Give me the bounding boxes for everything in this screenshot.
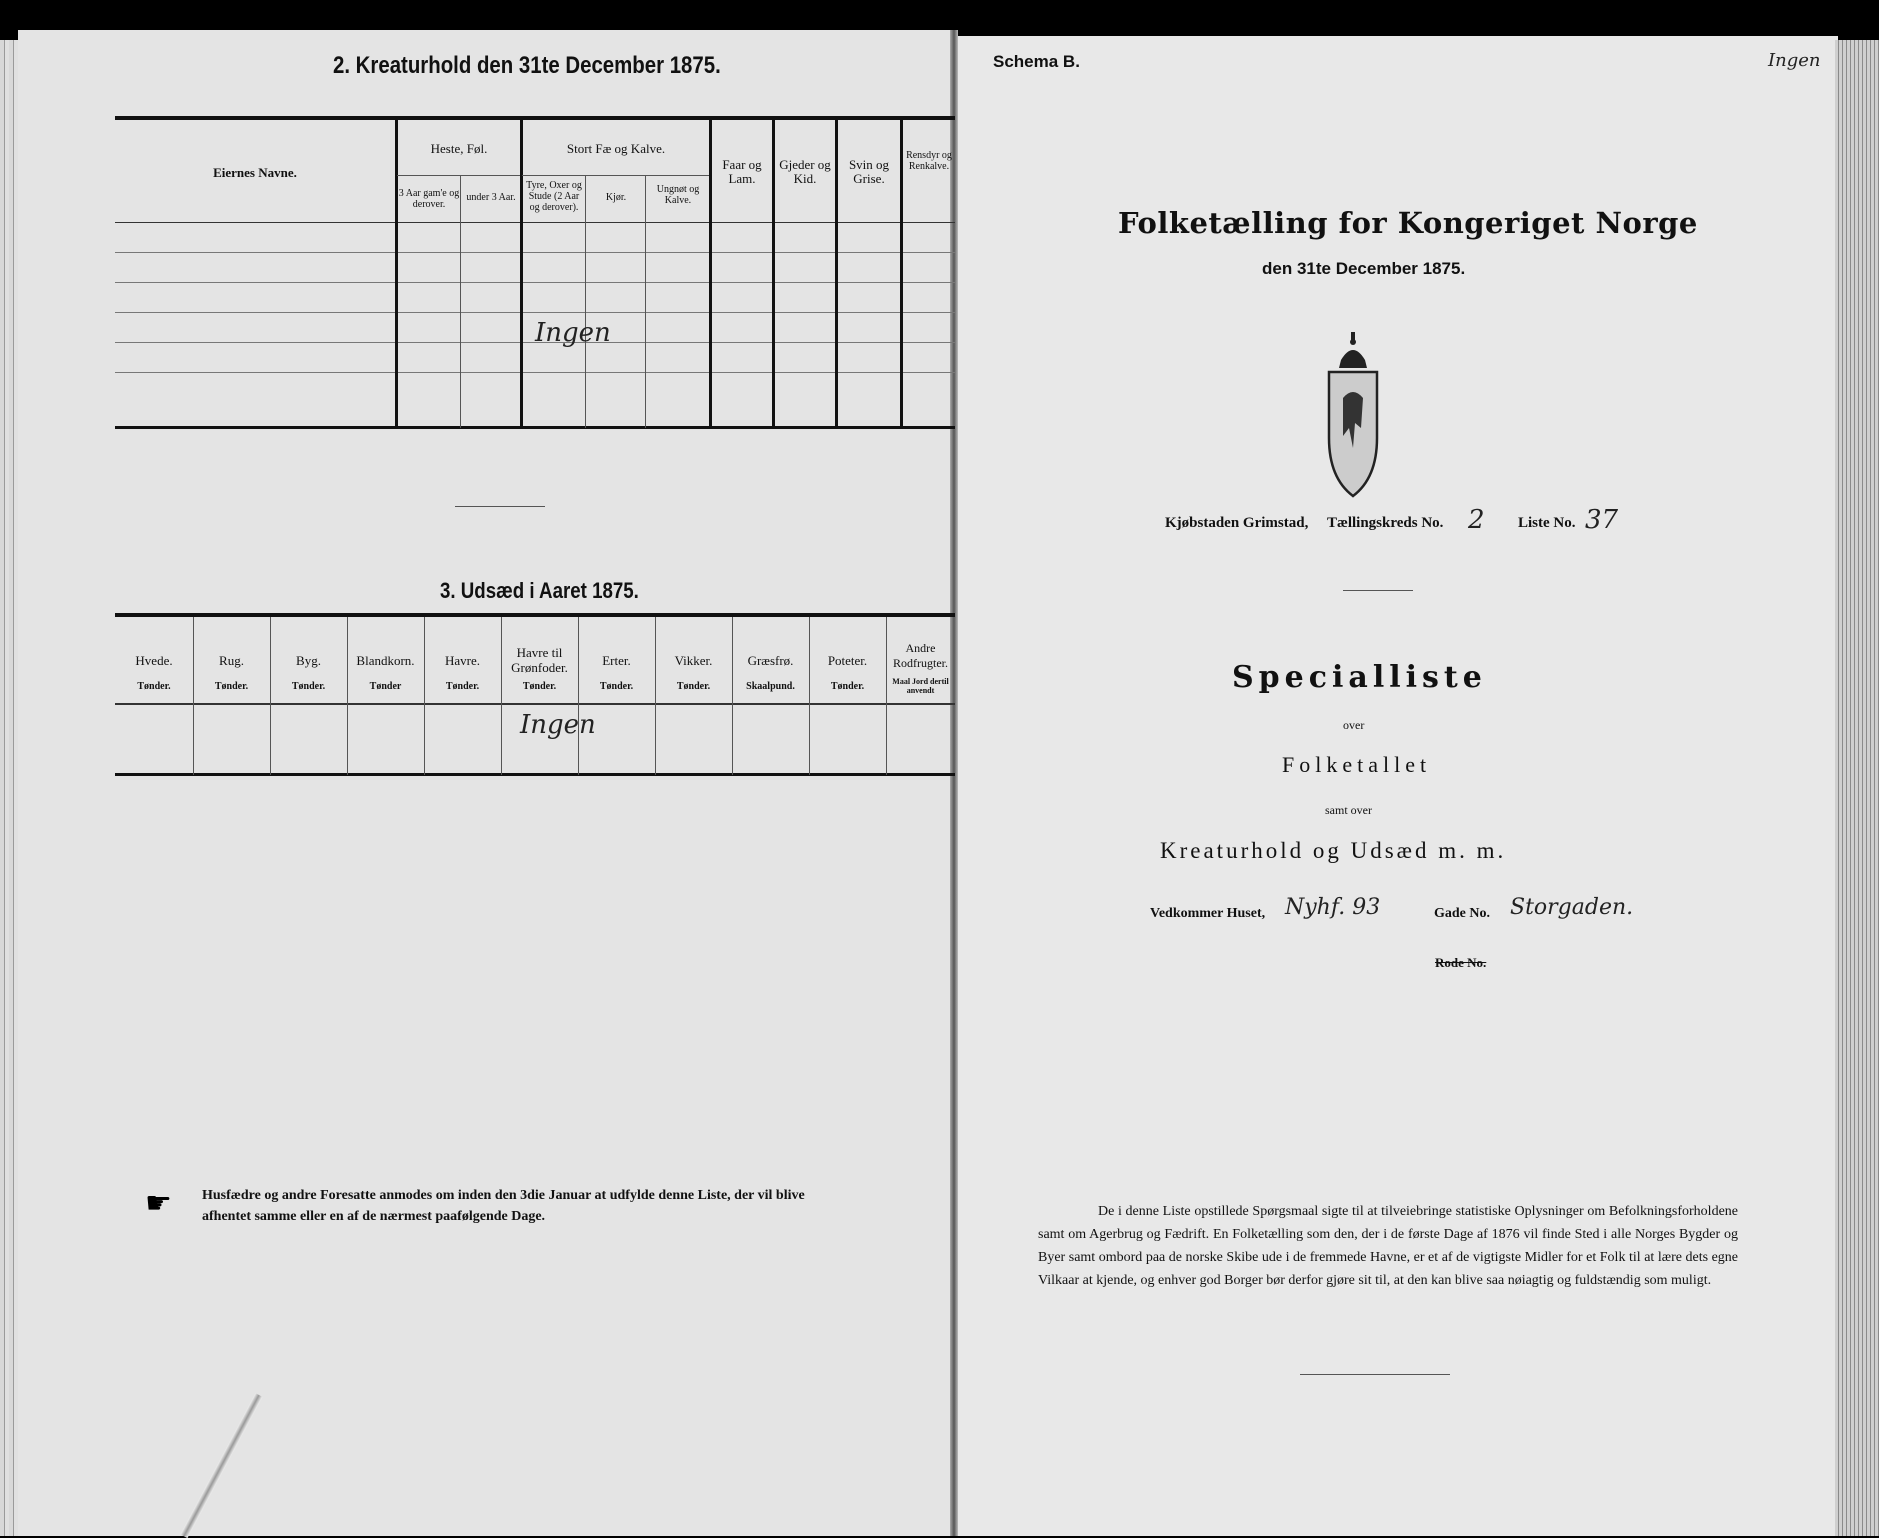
seed-handwritten-entry: Ingen <box>520 710 596 740</box>
seed-unit: Tønder. <box>445 681 480 692</box>
seed-table <box>115 613 955 777</box>
section2-title: 2. Kreaturhold den 31te December 1875. <box>333 52 721 79</box>
list-label: Liste No. <box>1518 515 1576 531</box>
seed-unit: Skaalpund. <box>746 681 795 692</box>
col-sheep: Faar og Lam. <box>722 157 762 186</box>
house-value: Nyhf. 93 <box>1285 895 1381 920</box>
col-bulls: Tyre, Oxer og Stude (2 Aar og derover). <box>526 180 582 213</box>
seed-col-barley: Byg. <box>296 653 321 668</box>
col-cattle-group: Stort Fæ og Kalve. <box>566 141 666 156</box>
over-label: over <box>1343 718 1365 732</box>
seed-unit: Tønder. <box>676 681 711 692</box>
samt-over-label: samt over <box>1325 803 1372 817</box>
census-date: den 31te December 1875. <box>1262 259 1466 278</box>
livestock-handwritten-entry: Ingen <box>535 318 611 348</box>
seed-col-vetch: Vikker. <box>674 653 713 668</box>
corner-note: Ingen <box>1768 50 1821 71</box>
seed-unit: Tønder <box>369 681 402 692</box>
seed-col-rye: Rug. <box>219 653 244 668</box>
seed-unit: Maal Jord dertil anvendt <box>892 677 949 695</box>
list-value: 37 <box>1585 505 1619 535</box>
seed-unit: Tønder. <box>830 681 865 692</box>
house-label: Vedkommer Huset, <box>1150 906 1266 921</box>
col-pigs: Svin og Grise. <box>848 157 890 186</box>
col-owners: Eiernes Navne. <box>213 165 297 180</box>
district-label: Tællingskreds No. <box>1327 515 1444 531</box>
divider <box>1300 1374 1450 1375</box>
col-horses-3plus: 3 Aar gam'e og derover. <box>398 188 460 210</box>
notice-line-2: afhentet samme eller en af de nærmest paafølgende Dage. <box>202 1209 546 1224</box>
street-value: Storgaden. <box>1510 895 1634 920</box>
district-value: 2 <box>1468 505 1485 535</box>
seed-col-peas: Erter. <box>602 653 631 668</box>
seed-col-wheat: Hvede. <box>135 653 173 668</box>
seed-col-green-fodder-oats: Havre til Grønfoder. <box>511 645 568 675</box>
col-young-cattle: Ungnøt og Kalve. <box>656 184 700 206</box>
divider <box>455 506 545 507</box>
rode-label: Rode No. <box>1435 955 1487 970</box>
seed-unit: Tønder. <box>137 681 171 692</box>
pointing-hand-icon: ☛ <box>145 1187 172 1220</box>
col-cows: Kjør. <box>605 192 627 203</box>
seed-col-grass-seed: Græsfrø. <box>747 653 794 668</box>
seed-col-other-roots: Andre Rodfrugter. <box>893 641 948 670</box>
schema-label: Schema B. <box>993 52 1080 71</box>
town-label: Kjøbstaden Grimstad, <box>1165 515 1309 531</box>
col-goats: Gjeder og Kid. <box>779 157 831 186</box>
specialliste-heading: Specialliste <box>1232 660 1487 695</box>
col-horses-under3: under 3 Aar. <box>466 192 516 203</box>
norwegian-coat-of-arms-icon <box>1323 328 1383 498</box>
section3-title: 3. Udsæd i Aaret 1875. <box>440 578 639 603</box>
subheading: Kreaturhold og Udsæd m. m. <box>1160 838 1507 863</box>
street-label: Gade No. <box>1434 906 1490 921</box>
seed-col-mixed-grain: Blandkorn. <box>356 653 415 668</box>
col-horses-group: Heste, Føl. <box>430 141 488 156</box>
right-page-edges <box>1835 40 1879 1536</box>
notice-line-1: Husfædre og andre Foresatte anmodes om inden den 3die Januar at udfylde denne Liste, der vil blive <box>202 1188 805 1203</box>
divider <box>1343 590 1413 591</box>
notice-text <box>202 1185 922 1227</box>
seed-col-potatoes: Poteter. <box>827 653 868 668</box>
seed-unit: Tønder. <box>522 681 557 692</box>
seed-unit: Tønder. <box>291 681 326 692</box>
census-title: Folketælling for Kongeriget Norge <box>1118 206 1698 240</box>
intro-paragraph: De i denne Liste opstillede Spørgsmaal sigte til at tilveiebringe statistiske Oplysninger om Befolkningsforholdene samt om Agerbrug og Fædrift. En Folketælling som den, der i de første Dage af 1876 vil finde Sted i alle Norges Bygder og Byer samt ombord paa de norske Skibe ude i de fremmede Havne, er et af de vigtigste Midler for et Folk til at lære dets egne Vilkaar at kjende, og enhver god Borger bør derfor gjøre sit til, at den kan blive saa nøiagtig og fuldstændig som muligt. <box>1038 1204 1738 1288</box>
col-reindeer: Rensdyr og Renkalve. <box>906 150 952 172</box>
seed-col-oats: Havre. <box>444 653 480 668</box>
livestock-table <box>115 116 955 430</box>
seed-unit: Tønder. <box>214 681 249 692</box>
folketallet-label: Folketallet <box>1282 752 1432 777</box>
seed-unit: Tønder. <box>599 681 634 692</box>
